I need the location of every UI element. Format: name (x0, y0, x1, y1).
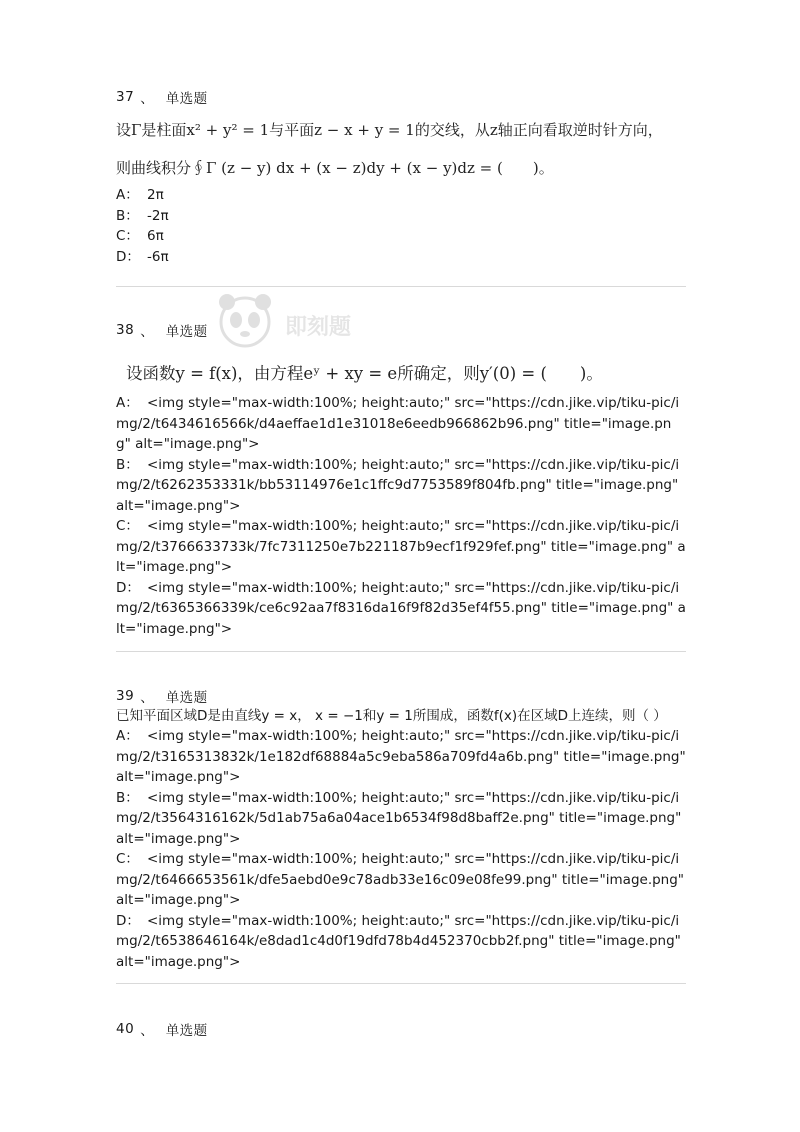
question-header (116, 1019, 686, 1039)
question-number: 40 (116, 1021, 135, 1037)
option-b[interactable] (116, 455, 686, 517)
option-c[interactable] (116, 516, 686, 578)
option-text: <img style="max-width:100%; height:auto;" src="https://cdn.jike.vip/tiku-pic/img/2/t6365366339k/ce6c92aa7f8316da16f9f82d35ef4f55.png" title="image.png" alt="image.png"> (116, 579, 686, 637)
option-label: B： (116, 456, 139, 473)
option-label: C： (116, 518, 139, 534)
question-type: 单选题 (165, 1023, 208, 1039)
option-c[interactable] (116, 226, 686, 247)
question-stem-line-1: 设Γ是柱面x² + y² = 1与平面z − x + y = 1的交线，从z轴正向看取逆时针方向， (116, 121, 663, 139)
option-c[interactable] (116, 849, 686, 911)
question-type: 单选题 (165, 324, 208, 340)
option-label: C： (116, 228, 139, 244)
option-text: <img style="max-width:100%; height:auto;" src="https://cdn.jike.vip/tiku-pic/img/2/t3564316162k/5d1ab75a6a04ace1b6534f98d8baff2e.png" title="image.png" alt="image.png"> (116, 789, 682, 847)
question-separator: 、 (140, 690, 154, 706)
option-a[interactable] (116, 726, 686, 788)
question-39 (116, 686, 686, 972)
option-label: D： (116, 248, 140, 265)
question-number: 38 (116, 322, 135, 338)
option-d[interactable] (116, 911, 686, 973)
option-list (116, 726, 686, 972)
option-d[interactable] (116, 578, 686, 640)
option-a[interactable] (116, 393, 686, 455)
question-stem: 设函数y = f(x)，由方程eʸ + xy = e所确定，则y′(0) = ( )。 (126, 364, 603, 383)
option-label: A： (116, 187, 139, 203)
question-header (116, 320, 686, 340)
option-label: D： (116, 912, 140, 929)
option-text: 2π (147, 187, 164, 203)
question-stem: 已知平面区域D是由直线y = x， x = −1和y = 1所围成，函数f(x)在区域D上连续，则（ ） (116, 708, 667, 724)
question-number: 37 (116, 89, 135, 105)
option-text: <img style="max-width:100%; height:auto;" src="https://cdn.jike.vip/tiku-pic/img/2/t6434616566k/d4aeffae1d1e31018e6eedb966862b96.png" title="image.png" alt="image.png"> (116, 395, 680, 452)
option-a[interactable] (116, 185, 686, 206)
option-b[interactable] (116, 206, 686, 227)
question-header (116, 87, 686, 107)
question-separator: 、 (140, 324, 154, 340)
option-text: <img style="max-width:100%; height:auto;" src="https://cdn.jike.vip/tiku-pic/img/2/t3766633733k/7fc7311250e7b221187b9ecf1f929fef.png" title="image.png" alt="image.png"> (116, 518, 686, 575)
question-40 (116, 1019, 686, 1039)
divider (116, 983, 686, 984)
option-text: <img style="max-width:100%; height:auto;" src="https://cdn.jike.vip/tiku-pic/img/2/t3165313832k/1e182df68884a5c9eba586a709fd4a6b.png" title="image.png" alt="image.png"> (116, 728, 686, 785)
question-stem-line-2: 则曲线积分∮Γ (z − y) dx + (x − z)dy + (x − y)dz = ( )。 (116, 159, 554, 177)
question-type: 单选题 (165, 91, 208, 107)
option-label: B： (116, 207, 139, 224)
option-label: A： (116, 395, 139, 411)
option-d[interactable] (116, 247, 686, 268)
option-b[interactable] (116, 788, 686, 850)
option-list (116, 393, 686, 639)
option-text: <img style="max-width:100%; height:auto;" src="https://cdn.jike.vip/tiku-pic/img/2/t6466653561k/dfe5aebd0e9c78adb33e16c09e08fe99.png" title="image.png" alt="image.png"> (116, 851, 685, 908)
option-text: <img style="max-width:100%; height:auto;" src="https://cdn.jike.vip/tiku-pic/img/2/t6262353331k/bb53114976e1c1ffc9d7753589f804fb.png" title="image.png" alt="image.png"> (116, 456, 680, 514)
option-label: B： (116, 789, 139, 806)
option-text: -2π (147, 207, 169, 224)
question-37 (116, 87, 686, 267)
watermark-text: 即刻题 (285, 315, 352, 340)
question-separator: 、 (140, 1023, 154, 1039)
option-text: -6π (147, 248, 169, 265)
divider (116, 286, 686, 287)
option-text: <img style="max-width:100%; height:auto;" src="https://cdn.jike.vip/tiku-pic/img/2/t6538646164k/e8dad1c4d0f19dfd78b4d452370cbb2f.png" title="image.png" alt="image.png"> (116, 912, 681, 970)
option-label: D： (116, 579, 140, 596)
question-type: 单选题 (165, 690, 208, 706)
option-list (116, 185, 686, 267)
option-label: C： (116, 851, 139, 867)
option-text: 6π (147, 228, 164, 244)
question-38 (116, 320, 686, 639)
option-label: A： (116, 728, 139, 744)
divider (116, 651, 686, 652)
question-separator: 、 (140, 91, 154, 107)
question-number: 39 (116, 688, 135, 704)
question-header (116, 686, 686, 706)
